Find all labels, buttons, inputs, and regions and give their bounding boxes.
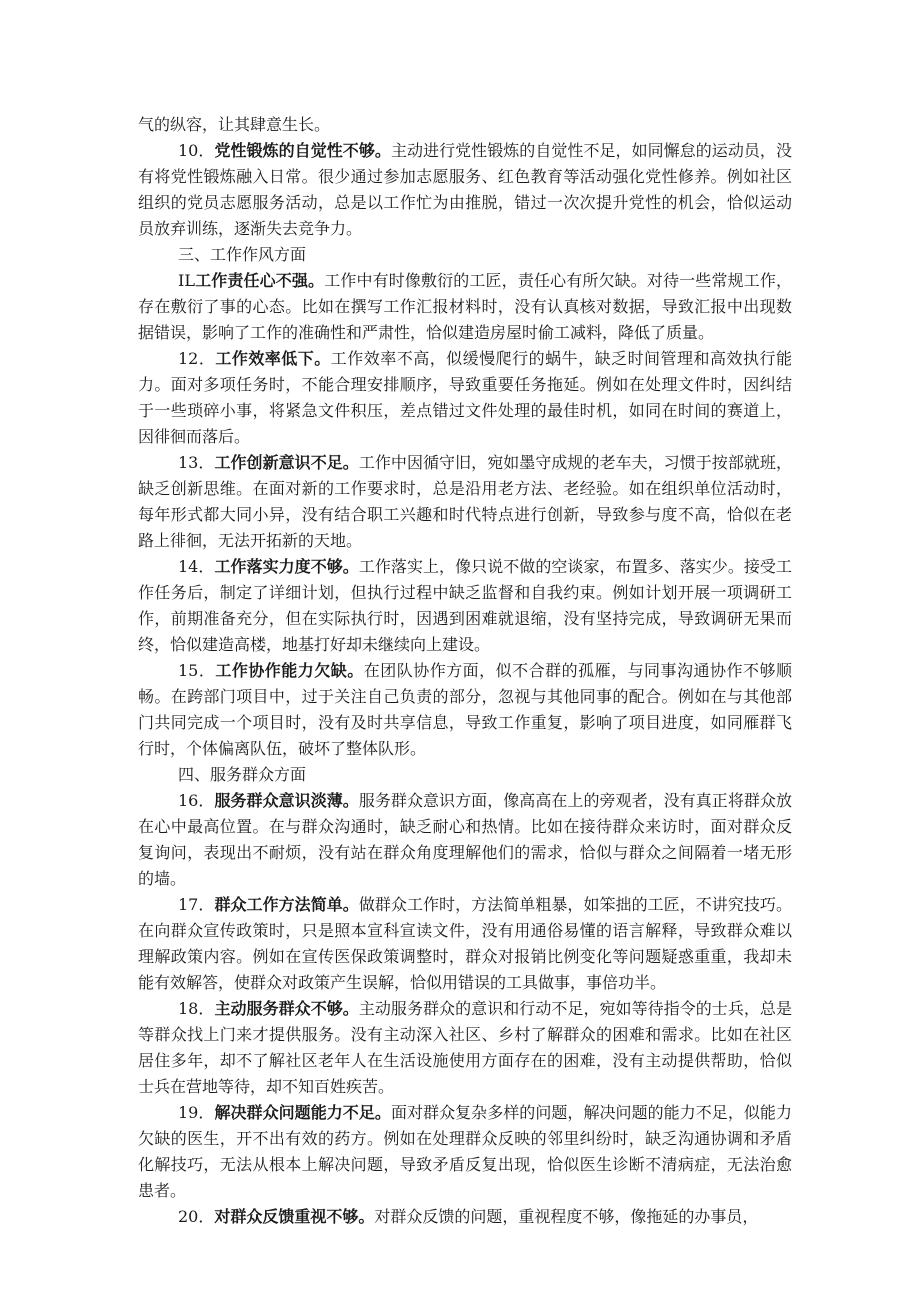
item-body: 对群众反馈的问题，重视程度不够，像拖延的办事员， (374, 1207, 759, 1226)
item-number: 17． (178, 895, 215, 914)
continuation-line: 气的纵容，让其肆意生长。 (138, 115, 331, 134)
list-item (138, 138, 792, 242)
item-body: 面对群众复杂多样的问题，解决问题的能力不足，似能力欠缺的医生，开不出有效的药方。例如在处理群众反映的邻里纠纷时，缺乏沟通协调和矛盾化解技巧，无法从根本上解决问题，导致矛盾反复出现，恰似医生诊断不清病症，无法治愈患者。 (138, 1103, 792, 1200)
list-item (138, 346, 792, 450)
item-number: 10． (178, 141, 215, 160)
item-body: 工作落实上，像只说不做的空谈家，布置多、落实少。接受工作任务后，制定了详细计划，但执行过程中缺乏监督和自我约束。例如计划开展一项调研工作，前期准备充分，但在实际执行时，因遇到困难就退缩，没有坚持完成，导致调研无果而终，恰似建造高楼，地基打好却未继续向上建设。 (138, 557, 792, 654)
item-title: 工作责任心不强。 (194, 271, 325, 290)
list-item (138, 996, 792, 1100)
section-heading: 四、服务群众方面 (178, 765, 307, 784)
list-item (138, 554, 792, 658)
list-item (138, 658, 792, 762)
item-number: 18． (178, 999, 215, 1018)
item-title: 群众工作方法简单。 (214, 895, 359, 914)
item-body: 工作中因循守旧，宛如墨守成规的老车夫，习惯于按部就班，缺乏创新思维。在面对新的工作要求时，总是沿用老方法、老经验。如在组织单位活动时，每年形式都大同小异，没有结合职工兴趣和时代特点进行创新，导致参与度不高，恰似在老路上徘徊，无法开拓新的天地。 (138, 453, 792, 550)
item-body: 主动进行党性锻炼的自觉性不足，如同懈怠的运动员，没有将党性锻炼融入日常。很少通过参加志愿服务、红色教育等活动强化党性修养。例如社区组织的党员志愿服务活动，总是以工作忙为由推脱，错过一次次提升党性的机会，恰似运动员放弃训练，逐渐失去竞争力。 (138, 141, 792, 238)
item-title: 工作协作能力欠缺。 (215, 661, 364, 680)
item-title: 主动服务群众不够。 (214, 999, 359, 1018)
list-item (138, 268, 792, 346)
item-body: 主动服务群众的意识和行动不足，宛如等待指令的士兵，总是等群众找上门来才提供服务。没有主动深入社区、乡村了解群众的困难和需求。比如在社区居住多年，却不了解社区老年人在生活设施使用方面存在的困难，没有主动提供帮助，恰似士兵在营地等待，却不知百姓疾苦。 (138, 999, 792, 1096)
item-number: IL (178, 271, 195, 290)
item-title: 对群众反馈重视不够。 (214, 1207, 375, 1226)
item-number: 16． (178, 791, 215, 810)
item-body: 工作效率不高，似缓慢爬行的蜗牛，缺乏时间管理和高效执行能力。面对多项任务时，不能合理安排顺序，导致重要任务拖延。例如在处理文件时，因纠结于一些琐碎小事，将紧急文件积压，差点错过文件处理的最佳时机，如同在时间的赛道上，因徘徊而落后。 (138, 349, 792, 446)
list-item (138, 1100, 792, 1204)
item-number: 14． (178, 557, 215, 576)
list-item (138, 892, 792, 996)
item-title: 解决群众问题能力不足。 (214, 1103, 391, 1122)
item-body: 在团队协作方面，似不合群的孤雁，与同事沟通协作不够顺畅。在跨部门项目中，过于关注自己负责的部分，忽视与其他同事的配合。例如在与其他部门共同完成一个项目时，没有及时共享信息，导致工作重复，影响了项目进度，如同雁群飞行时，个体偏离队伍，破坏了整体队形。 (138, 661, 792, 758)
item-number: 20． (178, 1207, 215, 1226)
section-heading: 三、工作作风方面 (178, 245, 307, 264)
item-number: 13． (178, 453, 215, 472)
item-title: 工作落实力度不够。 (214, 557, 359, 576)
list-item (138, 788, 792, 892)
item-body: 做群众工作时，方法简单粗暴，如笨拙的工匠，不讲究技巧。在向群众宣传政策时，只是照本宣科宣读文件，没有用通俗易懂的语言解释，导致群众难以理解政策内容。例如在宣传医保政策调整时，群众对报销比例变化等问题疑惑重重，我却未能有效解答，使群众对政策产生误解，恰似用错误的工具做事，事倍功半。 (138, 895, 792, 992)
list-item (138, 1204, 792, 1230)
item-title: 工作创新意识不足。 (214, 453, 359, 472)
item-title: 服务群众意识淡薄。 (214, 791, 359, 810)
item-body: 服务群众意识方面，像高高在上的旁观者，没有真正将群众放在心中最高位置。在与群众沟通时，缺乏耐心和热情。比如在接待群众来访时，面对群众反复询问，表现出不耐烦，没有站在群众角度理解他们的需求，恰似与群众之间隔着一堵无形的墙。 (138, 791, 792, 888)
item-number: 19． (178, 1103, 215, 1122)
list-item (138, 450, 792, 554)
document-body (138, 138, 792, 1230)
item-title: 工作效率低下。 (215, 349, 331, 368)
item-title: 党性锻炼的自觉性不够。 (214, 141, 391, 160)
item-body: 工作中有时像敷衍的工匠，责任心有所欠缺。对待一些常规工作，存在敷衍了事的心态。比如在撰写工作汇报材料时，没有认真核对数据，导致汇报中出现数据错误，影响了工作的准确性和严肃性，恰似建造房屋时偷工减料，降低了质量。 (138, 271, 792, 342)
item-number: 12． (178, 349, 216, 368)
item-number: 15． (178, 661, 216, 680)
